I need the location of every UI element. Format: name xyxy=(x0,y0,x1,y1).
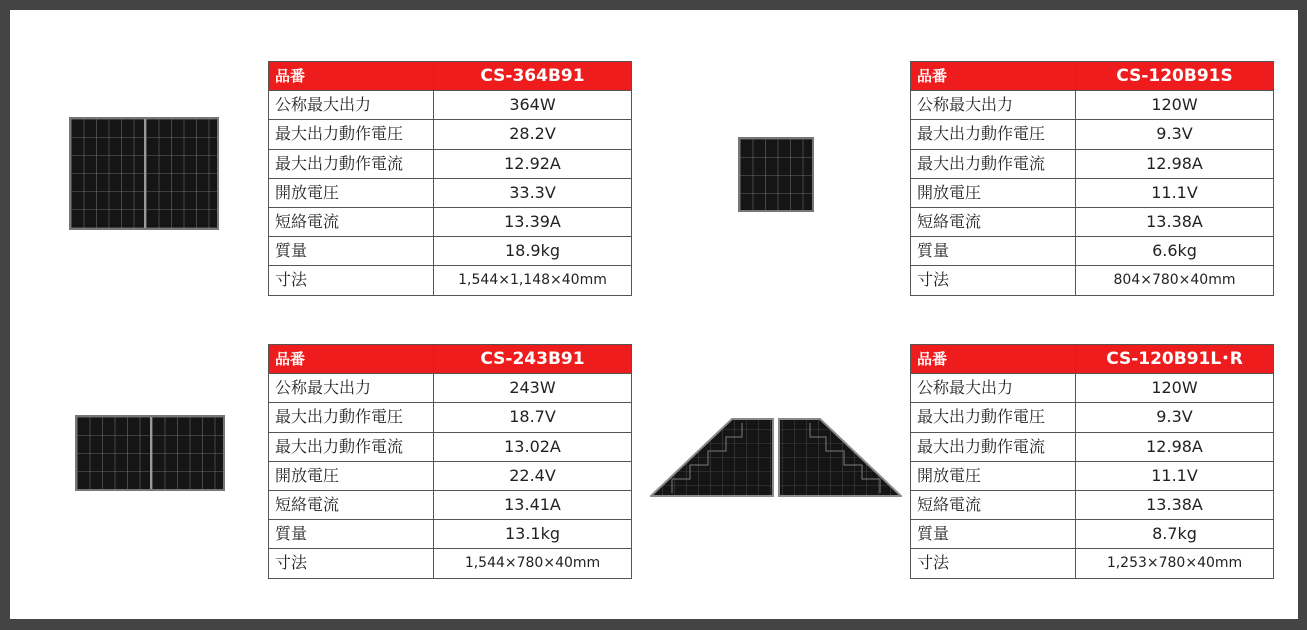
row-value: 13.38A xyxy=(1076,207,1274,236)
table-row xyxy=(911,237,1274,266)
row-label: 最大出力動作電流 xyxy=(911,432,1076,461)
row-label: 開放電圧 xyxy=(911,461,1076,490)
row-label: 最大出力動作電圧 xyxy=(269,403,434,432)
row-label: 短絡電流 xyxy=(269,490,434,519)
header-label: 品番 xyxy=(911,62,1076,91)
row-value: 120W xyxy=(1076,91,1274,120)
panel-image-cs-120b91l-r xyxy=(650,415,902,497)
row-value: 12.98A xyxy=(1076,432,1274,461)
table-row xyxy=(269,490,632,519)
panel-image-cs-120b91s xyxy=(738,137,814,212)
table-row xyxy=(269,178,632,207)
panel-divider xyxy=(144,119,146,228)
table-header-row xyxy=(269,62,632,91)
row-value: 1,544×780×40mm xyxy=(434,549,632,578)
row-label: 公称最大出力 xyxy=(911,91,1076,120)
header-label: 品番 xyxy=(911,345,1076,374)
panel-right-trapezoid xyxy=(779,419,901,496)
table-header-row xyxy=(911,62,1274,91)
row-value: 33.3V xyxy=(434,178,632,207)
row-label: 寸法 xyxy=(269,266,434,295)
table-row xyxy=(911,520,1274,549)
page xyxy=(10,10,1298,619)
panel-divider xyxy=(150,417,152,489)
row-label: 質量 xyxy=(911,520,1076,549)
header-label: 品番 xyxy=(269,345,434,374)
row-value: 12.92A xyxy=(434,149,632,178)
row-label: 開放電圧 xyxy=(911,178,1076,207)
row-label: 公称最大出力 xyxy=(269,91,434,120)
row-label: 最大出力動作電流 xyxy=(911,149,1076,178)
row-value: 18.7V xyxy=(434,403,632,432)
table-row xyxy=(269,120,632,149)
row-label: 短絡電流 xyxy=(911,207,1076,236)
table-row xyxy=(269,520,632,549)
table-row xyxy=(269,237,632,266)
row-label: 公称最大出力 xyxy=(269,374,434,403)
row-label: 公称最大出力 xyxy=(911,374,1076,403)
row-value: 11.1V xyxy=(1076,461,1274,490)
row-value: 9.3V xyxy=(1076,403,1274,432)
table-row xyxy=(911,490,1274,519)
table-row xyxy=(911,432,1274,461)
table-header-row xyxy=(269,345,632,374)
model-number: CS-243B91 xyxy=(434,345,632,374)
row-label: 寸法 xyxy=(911,549,1076,578)
row-value: 6.6kg xyxy=(1076,237,1274,266)
table-row xyxy=(269,149,632,178)
row-value: 22.4V xyxy=(434,461,632,490)
spec-table-cs-364b91 xyxy=(268,61,632,296)
row-label: 短絡電流 xyxy=(269,207,434,236)
spec-table-cs-120b91l-r xyxy=(910,344,1274,579)
table-row xyxy=(269,461,632,490)
row-value: 243W xyxy=(434,374,632,403)
table-header-row xyxy=(911,345,1274,374)
row-label: 寸法 xyxy=(911,266,1076,295)
table-row xyxy=(269,374,632,403)
row-label: 最大出力動作電圧 xyxy=(911,120,1076,149)
row-value: 9.3V xyxy=(1076,120,1274,149)
row-value: 13.38A xyxy=(1076,490,1274,519)
table-row xyxy=(911,266,1274,295)
header-label: 品番 xyxy=(269,62,434,91)
table-row xyxy=(911,207,1274,236)
row-value: 804×780×40mm xyxy=(1076,266,1274,295)
row-value: 13.39A xyxy=(434,207,632,236)
table-row xyxy=(269,549,632,578)
row-label: 最大出力動作電圧 xyxy=(911,403,1076,432)
row-value: 13.1kg xyxy=(434,520,632,549)
table-row xyxy=(269,266,632,295)
row-label: 開放電圧 xyxy=(269,461,434,490)
table-row xyxy=(911,149,1274,178)
model-number: CS-120B91S xyxy=(1076,62,1274,91)
row-label: 質量 xyxy=(269,237,434,266)
row-label: 寸法 xyxy=(269,549,434,578)
row-value: 1,544×1,148×40mm xyxy=(434,266,632,295)
row-value: 28.2V xyxy=(434,120,632,149)
spec-table-cs-120b91s xyxy=(910,61,1274,296)
row-value: 18.9kg xyxy=(434,237,632,266)
panel-image-cs-364b91 xyxy=(69,117,219,230)
row-value: 1,253×780×40mm xyxy=(1076,549,1274,578)
table-row xyxy=(269,91,632,120)
panel-image-cs-243b91 xyxy=(75,415,225,491)
table-row xyxy=(269,403,632,432)
row-label: 最大出力動作電流 xyxy=(269,432,434,461)
table-row xyxy=(911,120,1274,149)
spec-table-cs-243b91 xyxy=(268,344,632,579)
row-value: 13.02A xyxy=(434,432,632,461)
table-row xyxy=(269,207,632,236)
row-label: 最大出力動作電流 xyxy=(269,149,434,178)
row-value: 12.98A xyxy=(1076,149,1274,178)
row-value: 364W xyxy=(434,91,632,120)
model-number: CS-364B91 xyxy=(434,62,632,91)
model-number: CS-120B91L･R xyxy=(1076,345,1274,374)
table-row xyxy=(911,549,1274,578)
row-label: 質量 xyxy=(269,520,434,549)
row-label: 最大出力動作電圧 xyxy=(269,120,434,149)
row-value: 8.7kg xyxy=(1076,520,1274,549)
table-row xyxy=(911,374,1274,403)
row-label: 短絡電流 xyxy=(911,490,1076,519)
row-value: 120W xyxy=(1076,374,1274,403)
row-value: 11.1V xyxy=(1076,178,1274,207)
table-row xyxy=(911,403,1274,432)
row-label: 質量 xyxy=(911,237,1076,266)
table-row xyxy=(911,461,1274,490)
table-row xyxy=(911,178,1274,207)
panel-left-trapezoid xyxy=(651,419,773,496)
table-row xyxy=(911,91,1274,120)
row-label: 開放電圧 xyxy=(269,178,434,207)
table-row xyxy=(269,432,632,461)
row-value: 13.41A xyxy=(434,490,632,519)
